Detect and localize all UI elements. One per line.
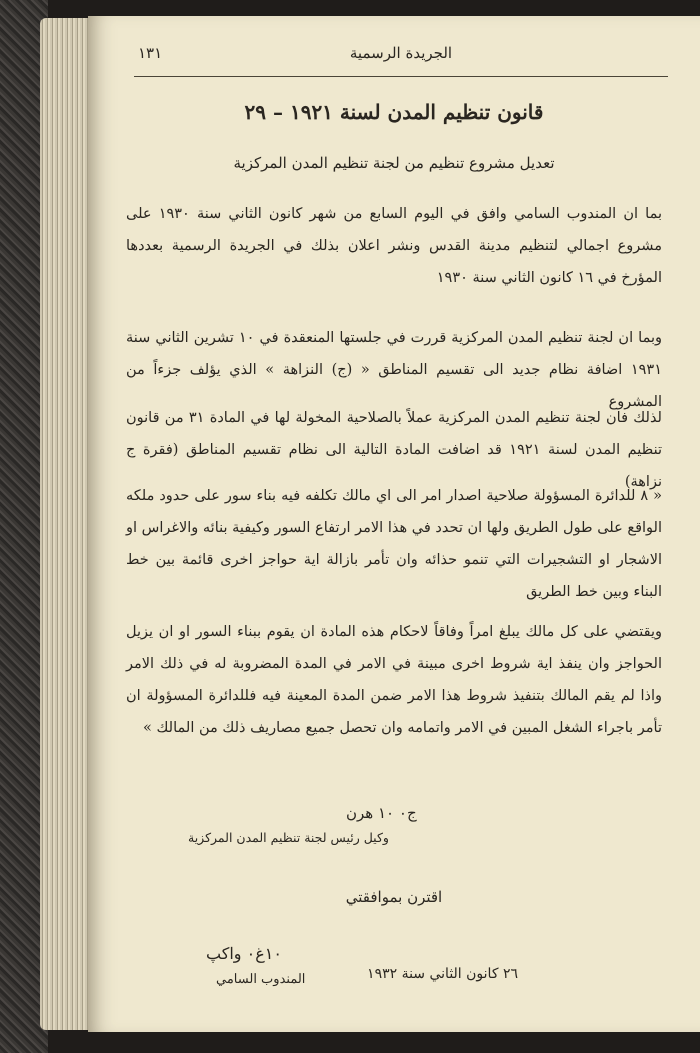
signature-vice-chairman: ج٠ ١٠ هرن bbox=[346, 804, 417, 822]
paragraph-decision: وبما ان لجنة تنظيم المدن المركزية قررت في جلستها المنعقدة في ١٠ تشرين الثاني سنة ١٩٣١ اضافة نظام جديد الى تقسيم المناطق « (ج) النزاهة » الذي يؤلف جزءاً من المشروع bbox=[126, 330, 662, 410]
page-header bbox=[134, 44, 668, 84]
signature-high-commissioner: ١٠غ٠ واكپ bbox=[206, 944, 282, 963]
gazette-page bbox=[88, 16, 700, 1032]
signature-vice-chairman-role: وكيل رئيس لجنة تنظيم المدن المركزية bbox=[188, 830, 389, 845]
gazette-title: الجريدة الرسمية bbox=[349, 44, 453, 62]
header-rule bbox=[134, 76, 668, 77]
paragraph-article-8-cont: ويقتضي على كل مالك يبلغ امراً وفاقاً لاحكام هذه المادة ان يقوم ببناء السور او ان يزيل الحواجز وان ينفذ اية شروط اخرى مبينة في الامر في المدة المضروبة له في ذلك الامر واذا لم يقم المالك بتنفيذ شروط هذا الامر ضمن المدة المعينة فيه فللدائرة المسؤولة ان تأمر باجراء الشغل المبين في الامر واتمامه وان تحصل جميع مصاريف ذلك من المالك » bbox=[126, 624, 662, 736]
document-date: ٢٦ كانون الثاني سنة ١٩٣٢ bbox=[367, 966, 518, 982]
signature-high-commissioner-role: المندوب السامي bbox=[216, 972, 306, 987]
law-title: قانون تنظيم المدن لسنة ١٩٢١ – ٢٩ bbox=[244, 100, 544, 124]
paragraph-article-8: « ٨ للدائرة المسؤولة صلاحية اصدار امر الى اي مالك تكلفه فيه بناء سور على حدود ملكه الواقع على طول الطريق ولها ان تحدد في هذا الامر ارتفاع السور وكيفية بنائه والاغراس او الاشجار او التشجيرات التي تنمو حذائه وان تأمر بازالة اية حواجز اخرى قائمة بين خط البناء وبين خط الطريق bbox=[126, 488, 662, 600]
paragraph-preamble: بما ان المندوب السامي وافق في اليوم السابع من شهر كانون الثاني سنة ١٩٣٠ على مشروع اجمالي لتنظيم مدينة القدس ونشر اعلان بذلك في الجريدة الرسمية بعددها المؤرخ في ١٦ كانون الثاني سنة ١٩٣٠ bbox=[126, 206, 662, 286]
approval-line: اقترن بموافقتي bbox=[345, 888, 443, 906]
law-subtitle: تعديل مشروع تنظيم من لجنة تنظيم المدن المركزية bbox=[233, 154, 555, 172]
page-number: ١٣١ bbox=[138, 44, 163, 62]
paragraph-amendment: لذلك فان لجنة تنظيم المدن المركزية عملاً بالصلاحية المخولة لها في المادة ٣١ من قانون تنظيم المدن لسنة ١٩٢١ قد اضافت المادة التالية الى نظام تقسيم المناطق (فقرة ج نزاهة) bbox=[126, 410, 662, 490]
